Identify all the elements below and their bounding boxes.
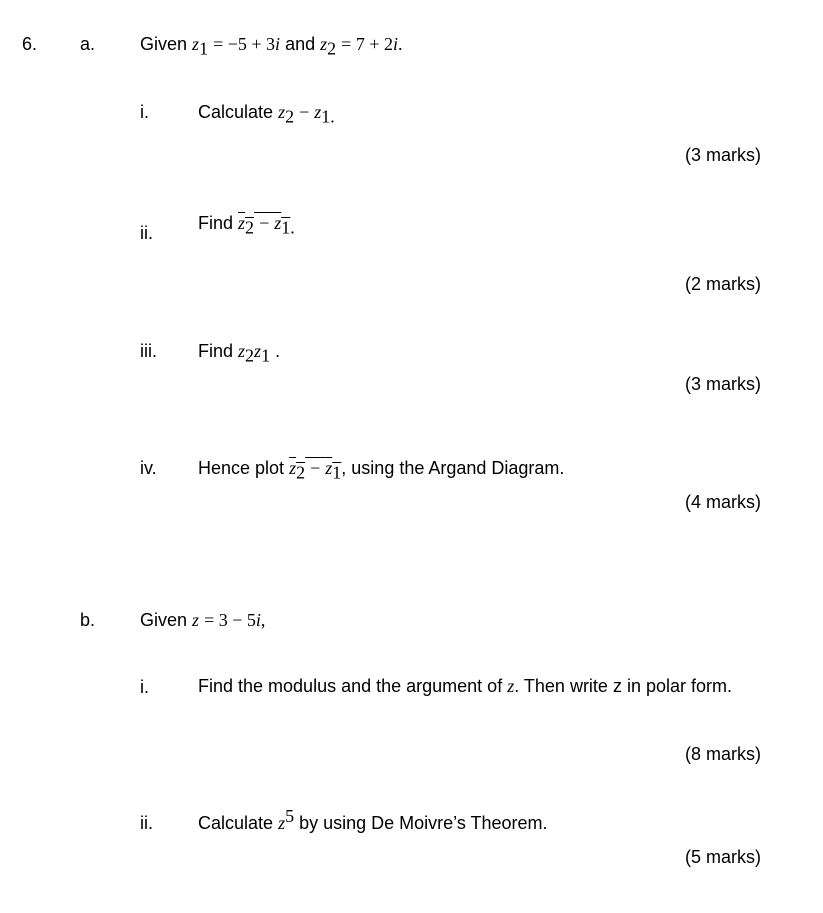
part-a-iv-text [198,457,565,483]
z-symbol: z [192,610,200,630]
z-value: = 3 − 5 [204,610,256,630]
conjugate-expression: $z_2 - z_1$ [289,458,342,483]
z2-symbol: z [320,34,328,54]
z1-symbol: z [192,34,200,54]
polar-text: . Then write z in polar form. [514,676,732,696]
part-b-i-label: i. [140,677,149,697]
de-moivre-text: by using De Moivre’s Theorem. [299,813,548,833]
z1-subscript: 1 [332,462,342,483]
z-symbol: z [278,813,286,833]
z2-symbol: z [238,213,246,233]
z1-value: = −5 + 3 [213,34,276,54]
z2-symbol: z [238,341,246,361]
z2-value: = 7 + 2 [341,34,393,54]
z1-symbol: z [274,213,282,233]
conjugate-expression: $z_2 - z_1$ [238,213,291,238]
part-a-iii-label: iii. [140,341,157,361]
imag-unit: i [255,610,261,630]
z1-symbol: z [254,341,262,361]
modulus-text: Find the modulus and the argument of [198,676,503,696]
z2-symbol: z [289,458,297,478]
part-a-ii-text [198,212,295,238]
z2-subscript: 2 [327,38,337,59]
period: . [330,106,335,127]
part-b-label: b. [80,610,96,630]
z2-symbol: z [278,102,286,122]
part-a-i-label: i. [140,102,149,122]
part-b-given: Given z = 3 − 5i, [140,610,266,630]
part-b-ii-text [198,806,548,834]
imag-unit: i [392,34,398,54]
marks-b-ii: (5 marks) [685,847,761,867]
calculate-word: Calculate [198,102,274,122]
part-b-ii-label: ii. [140,813,153,833]
z2-subscript: 2 [296,462,306,483]
z1-symbol: z [314,102,322,122]
z1-subscript: 1 [261,345,271,366]
part-a-iii-text [198,340,281,366]
find-word: Find [198,213,234,233]
hence-plot-words: Hence plot [198,458,285,478]
given-word: Given [140,610,188,630]
z1-symbol: z [325,458,333,478]
part-a-ii-label: ii. [140,223,153,243]
imag-unit: i [275,34,281,54]
z2-subscript: 2 [285,106,295,127]
marks-a-ii: (2 marks) [685,274,761,294]
marks-a-iii: (3 marks) [685,374,761,394]
z1-subscript: 1 [199,38,209,59]
z1-subscript: 1 [281,217,291,238]
part-a-iv-label: iv. [140,458,157,478]
marks-a-iv: (4 marks) [685,492,761,512]
z-symbol: z [507,676,515,696]
part-a-i-text: Calculate $z_2 - z_{1.}$ [198,102,335,127]
and-word: and [285,34,316,54]
period: . [398,34,403,54]
marks-b-i: (8 marks) [685,744,761,764]
question-number: 6. [22,34,38,54]
part-a-given [140,33,403,59]
find-word: Find [198,341,234,361]
argand-suffix: , using the Argand Diagram. [341,458,565,478]
power-five: 5 [285,806,295,826]
part-b-i-text [198,670,760,703]
part-a-label: a. [80,34,96,54]
z1-subscript: 1 [321,106,331,127]
z2-subscript: 2 [245,217,255,238]
given-word: Given [140,34,188,54]
period: . [290,217,295,238]
z2-subscript: 2 [245,345,255,366]
calculate-word: Calculate [198,813,274,833]
period: . [275,341,281,361]
marks-a-i: (3 marks) [685,145,761,165]
